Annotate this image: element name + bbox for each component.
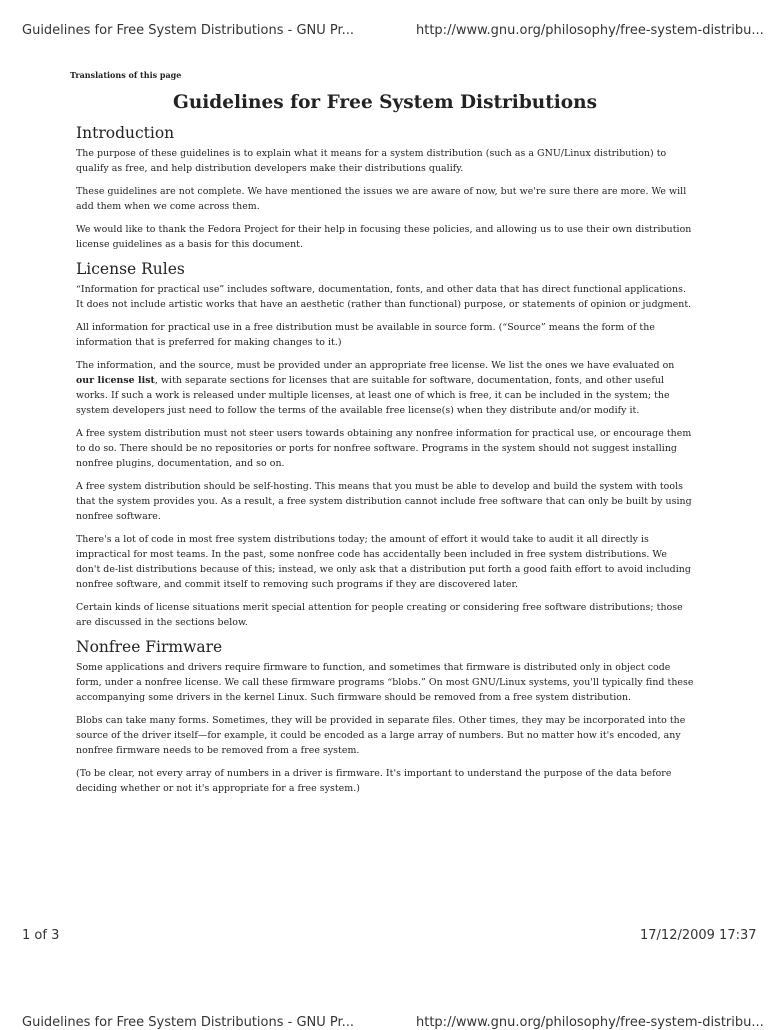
page-title-header: Guidelines for Free System Distributions - GNU Pr... <box>22 23 355 38</box>
heading-introduction: Introduction <box>76 124 175 142</box>
paragraph: Blobs can take many forms. Sometimes, they will be provided in separate files. Other times, they may be incorporated into the source of the driver itself—for example, it could be encoded as a large array of numbers. But no matter how it's encoded, any nonfree firmware needs to be removed from a free system. <box>76 715 686 756</box>
page-url-header: http://www.gnu.org/philosophy/free-system-distribu... <box>416 1015 764 1030</box>
page-number: 1 of 3 <box>22 928 60 943</box>
paragraph: A free system distribution should be self-hosting. This means that you must be able to develop and build the system with tools that the system provides you. As a result, a free system distribution cannot include free software that can only be built by using nonfree software. <box>76 481 692 522</box>
paragraph: The purpose of these guidelines is to explain what it means for a system distribution (such as a GNU/Linux distribution) to qualify as free, and help distribution developers make their distributions qualify. <box>76 148 667 174</box>
license-list-link[interactable]: our license list <box>76 375 155 386</box>
text-segment: , with separate sections for licenses that are suitable for software, documentation, fonts, and other useful works. If such a work is released under multiple licenses, at least one of which is free, it can be included in the system; the system developers just need to follow the terms of the available free license(s) when they distribute and/or modify it. <box>76 375 670 416</box>
page-title-header: Guidelines for Free System Distributions - GNU Pr... <box>22 1015 355 1030</box>
paragraph: (To be clear, not every array of numbers in a driver is firmware. It's important to understand the purpose of the data before deciding whether or not it's appropriate for a free system.) <box>76 768 672 794</box>
paragraph: A free system distribution must not steer users towards obtaining any nonfree information for practical use, or encourage them to do so. There should be no repositories or ports for nonfree software. Programs in the system should not suggest installing nonfree plugins, documentation, and so on. <box>76 428 692 469</box>
paragraph: There's a lot of code in most free system distributions today; the amount of effort it would take to audit it all directly is impractical for most teams. In the past, some nonfree code has accidentally been included in free system distributions. We don't de-list distributions because of this; instead, we only ask that a distribution put forth a good faith effort to avoid including nonfree software, and commit itself to removing such programs if they are discovered later. <box>76 534 691 590</box>
heading-nonfree-firmware: Nonfree Firmware <box>76 638 223 656</box>
heading-license-rules: License Rules <box>76 260 185 278</box>
translations-link[interactable]: Translations of this page <box>70 70 182 80</box>
paragraph: These guidelines are not complete. We have mentioned the issues we are aware of now, but we're sure there are more. We will add them when we come across them. <box>76 186 687 212</box>
paragraph: Some applications and drivers require firmware to function, and sometimes that firmware is distributed only in object code form, under a nonfree license. We call these firmware programs “blobs.” On most GNU/Linux systems, you'll typically find these accompanying some drivers in the kernel Linux. Such firmware should be removed from a free system distribution. <box>76 662 694 703</box>
paragraph: Certain kinds of license situations merit special attention for people creating or considering free software distributions; those are discussed in the sections below. <box>76 602 683 628</box>
text-segment: The information, and the source, must be provided under an appropriate free license. We list the ones we have evaluated on <box>76 360 675 371</box>
paragraph <box>76 358 694 418</box>
document-body <box>70 70 694 804</box>
paragraph: “Information for practical use” includes software, documentation, fonts, and other data that has direct functional applications. It does not include artistic works that have an aesthetic (rather than functional) purpose, or statements of opinion or judgment. <box>76 284 692 310</box>
print-datetime: 17/12/2009 17:37 <box>640 928 757 943</box>
page-url-header: http://www.gnu.org/philosophy/free-system-distribu... <box>416 23 764 38</box>
paragraph: We would like to thank the Fedora Project for their help in focusing these policies, and allowing us to use their own distribution license guidelines as a basis for this document. <box>76 224 692 250</box>
document-title: Guidelines for Free System Distributions <box>173 92 597 113</box>
paragraph: All information for practical use in a free distribution must be available in source form. (“Source” means the form of the information that is preferred for making changes to it.) <box>76 322 655 348</box>
